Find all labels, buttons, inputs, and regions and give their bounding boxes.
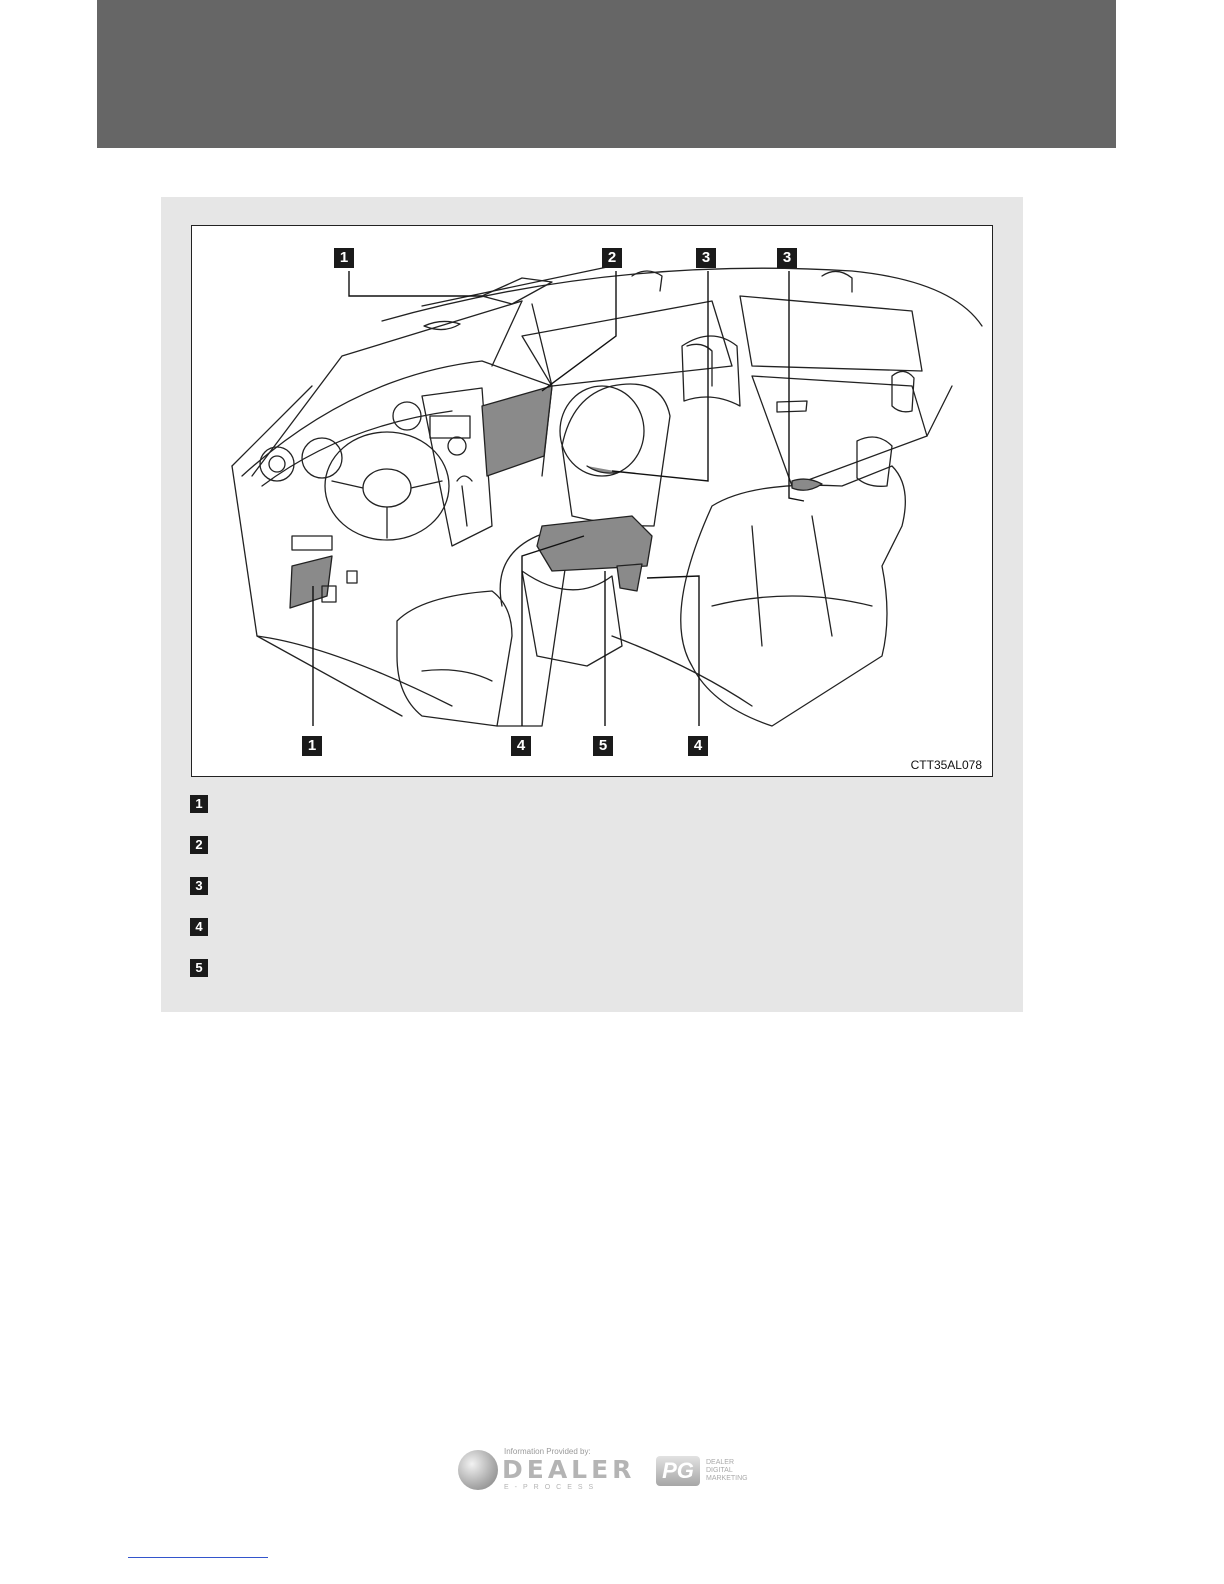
callout-1-bottom: 1 (302, 736, 322, 756)
callout-4-bottom-a: 4 (511, 736, 531, 756)
legend-item (190, 795, 990, 836)
pg-logo-text (706, 1459, 766, 1483)
legend-number: 5 (190, 959, 208, 977)
header-band (97, 0, 1116, 148)
legend-item (190, 918, 990, 959)
legend-item (190, 877, 990, 918)
callout-5-bottom: 5 (593, 736, 613, 756)
legend-item (190, 836, 990, 877)
callout-2-top: 2 (602, 248, 622, 268)
globe-logo-icon (458, 1450, 498, 1490)
pg-line-1: DEALER (706, 1459, 735, 1466)
pg-line-3: MARKETING (706, 1475, 748, 1482)
legend-item (190, 959, 990, 1000)
callout-3-top-a: 3 (696, 248, 716, 268)
car-interior-illustration (192, 226, 992, 776)
interior-figure (191, 225, 993, 777)
bottom-rule (128, 1557, 268, 1558)
figure-code: CTT35AL078 (910, 758, 982, 772)
footer-logos (456, 1447, 766, 1503)
footer-caption: Information Provided by: (504, 1447, 591, 1456)
callout-legend (190, 795, 990, 1000)
pg-line-2: DIGITAL (706, 1467, 733, 1474)
pg-logo: PG (656, 1456, 700, 1486)
illustration-panel (161, 197, 1023, 1012)
legend-number: 3 (190, 877, 208, 895)
legend-number: 2 (190, 836, 208, 854)
legend-number: 4 (190, 918, 208, 936)
dealer-logo-text: DEALER (502, 1455, 636, 1484)
legend-number: 1 (190, 795, 208, 813)
callout-4-bottom-b: 4 (688, 736, 708, 756)
eprocess-logo-text: E-PROCESS (504, 1484, 600, 1491)
callout-1-top: 1 (334, 248, 354, 268)
callout-3-top-b: 3 (777, 248, 797, 268)
